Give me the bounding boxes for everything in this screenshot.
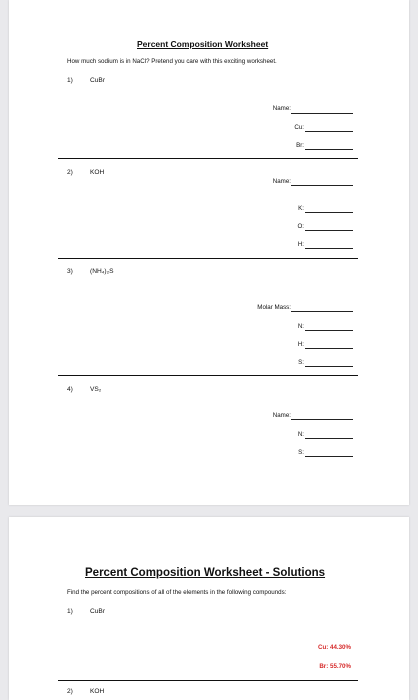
problem-number: 1) [67,77,73,84]
answer-line[interactable] [305,330,353,331]
field-label: N: [297,323,304,330]
field-label: Molar Mass: [257,304,291,311]
field-label: K: [298,205,304,212]
answer-line[interactable] [305,230,353,231]
section-divider [58,258,358,259]
problem-formula: KOH [90,169,105,176]
section-divider [58,680,358,681]
answer-line[interactable] [291,185,353,186]
field-label: Name: [272,105,291,112]
answer-line[interactable] [305,366,353,367]
problem-formula: CuBr [90,77,106,84]
problem-number: 3) [67,268,73,275]
section-divider [58,375,358,376]
field-label: H: [297,241,304,248]
answer-line[interactable] [305,248,353,249]
answer-line[interactable] [305,348,353,349]
problem-number: 2) [67,169,73,176]
answer-cu: Cu: 44.30% [317,644,351,651]
problem-number: 2) [67,688,73,695]
field-label: S: [298,359,304,366]
problem-formula: VS₂ [90,386,102,393]
field-label: S: [298,449,304,456]
field-label: H: [297,341,304,348]
problem-number: 1) [67,608,73,615]
answer-value [318,644,351,651]
problem-number: 4) [67,386,73,393]
answer-line[interactable] [305,438,353,439]
solutions-title: Percent Composition Worksheet - Solutions [85,567,326,579]
answer-line[interactable] [305,131,353,132]
answer-line[interactable] [291,311,353,312]
problem-formula: KOH [90,688,105,695]
field-label: Br: [296,142,304,149]
field-label: N: [297,431,304,438]
answer-line[interactable] [291,419,353,420]
field-label: Name: [272,412,291,419]
answer-line[interactable] [305,212,353,213]
solutions-intro: Find the percent compositions of all of the elements in the following compounds: [67,589,287,596]
answer-line[interactable] [291,113,353,114]
answer-value [319,663,351,670]
worksheet-intro: How much sodium is in NaCl? Pretend you care with this exciting worksheet. [67,58,277,65]
worksheet-page [9,0,409,505]
worksheet-title: Percent Composition Worksheet [137,39,269,49]
field-label: O: [297,223,304,230]
field-label: Cu: [294,124,304,131]
section-divider [58,158,358,159]
solutions-page [9,517,409,700]
answer-br: Br: 55.70% [319,663,351,670]
answer-line[interactable] [305,456,353,457]
problem-formula: (NH₄)₂S [90,268,114,275]
answer-line[interactable] [305,149,353,150]
problem-formula: CuBr [90,608,106,615]
field-label: Name: [272,178,291,185]
